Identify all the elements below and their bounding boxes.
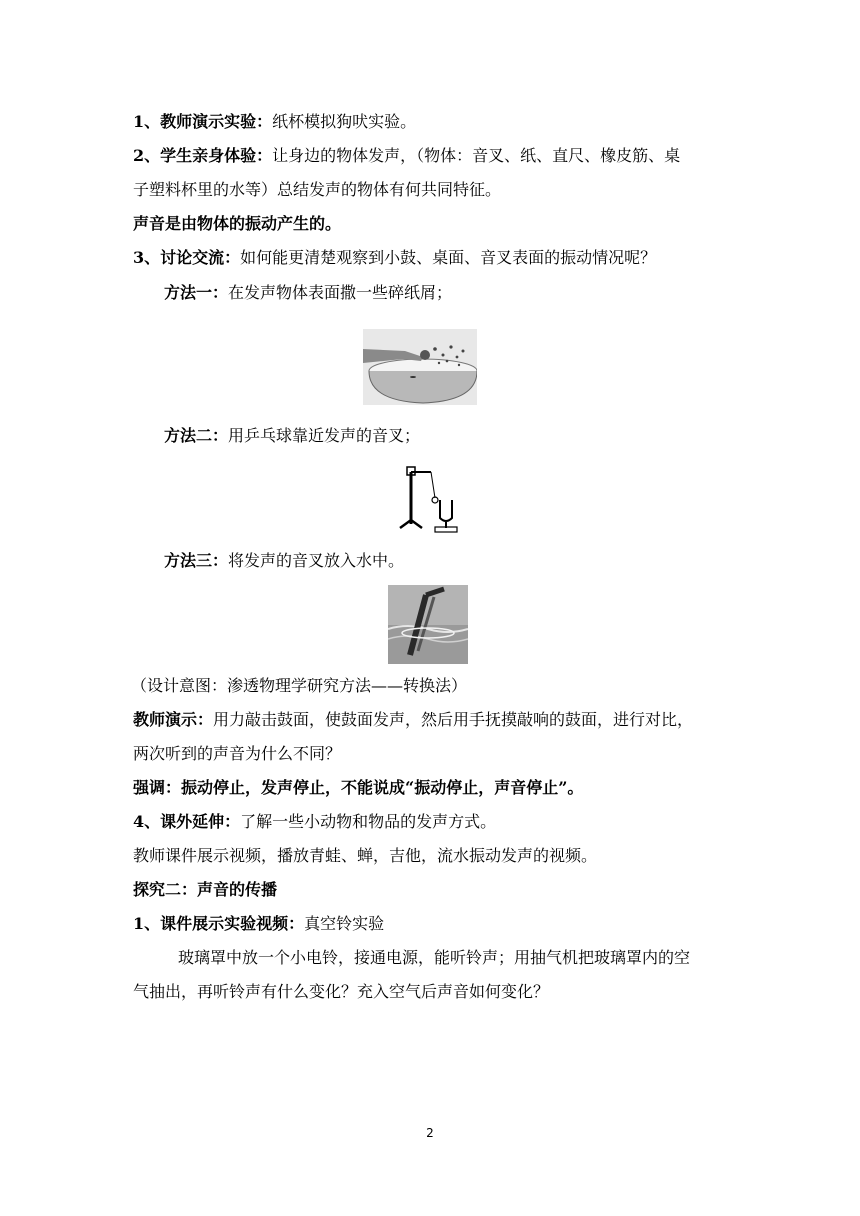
text-run: 在发声物体表面撒一些碎纸屑； <box>228 283 453 302</box>
text-run: 子塑料杯里的水等）总结发声的物体有何共同特征。 <box>133 180 502 199</box>
text-line-5 <box>133 247 656 269</box>
bold-run: 4、课外延伸： <box>133 812 241 831</box>
vacuum-bell-line <box>133 913 384 935</box>
text-run: （设计意图：渗透物理学研究方法——转换法） <box>131 676 468 695</box>
bold-run: 方法一： <box>164 283 229 302</box>
text-line-4 <box>133 213 341 235</box>
page-number: 2 <box>426 1126 434 1140</box>
extension-line <box>133 811 496 833</box>
drum-paper-bits-figure <box>363 329 477 405</box>
text-line-1 <box>133 111 416 133</box>
text-run: 用力敲击鼓面，使鼓面发声，然后用手抚摸敲响的鼓面，进行对比， <box>213 710 694 729</box>
bold-run: 声音是由物体的振动产生的。 <box>133 214 342 233</box>
section-heading <box>133 879 277 901</box>
text-run: 纸杯模拟狗吠实验。 <box>272 112 417 131</box>
text-run: 将发声的音叉放入水中。 <box>228 551 405 570</box>
method-one-line <box>164 282 452 304</box>
video-line <box>133 845 597 867</box>
vacuum-bell-desc-line-2 <box>133 981 549 1003</box>
teacher-demo-line-2 <box>133 743 341 765</box>
bold-run: 1、课件展示实验视频： <box>133 914 305 933</box>
method-two-line <box>164 425 420 447</box>
pingpong-tuning-fork-figure <box>395 462 463 534</box>
vacuum-bell-desc-line-1 <box>178 947 690 969</box>
text-line-2 <box>133 145 680 167</box>
emphasis-line <box>133 777 583 799</box>
text-line-3 <box>133 179 501 201</box>
text-run: 让身边的物体发声，（物体：音叉、纸、直尺、橡皮筋、桌 <box>272 146 681 165</box>
method-three-line <box>164 550 404 572</box>
text-run: 两次听到的声音为什么不同？ <box>133 744 342 763</box>
text-run: 教师课件展示视频，播放青蛙、蝉，吉他，流水振动发声的视频。 <box>133 846 598 865</box>
text-run: 了解一些小动物和物品的发声方式。 <box>240 812 497 831</box>
design-intent-line <box>131 675 467 697</box>
bold-run: 强调：振动停止，发声停止，不能说成“振动停止，声音停止”。 <box>133 778 584 797</box>
bold-run: 探究二：声音的传播 <box>133 880 278 899</box>
text-run: 如何能更清楚观察到小鼓、桌面、音叉表面的振动情况呢？ <box>240 248 657 267</box>
text-run: 用乒乓球靠近发声的音叉； <box>228 426 421 445</box>
bold-run: 2、学生亲身体验： <box>133 146 273 165</box>
text-run: 气抽出，再听铃声有什么变化？充入空气后声音如何变化？ <box>133 982 550 1001</box>
bold-run: 方法二： <box>164 426 229 445</box>
text-run: 真空铃实验 <box>304 914 385 933</box>
text-run: 玻璃罩中放一个小电铃，接通电源，能听铃声；用抽气机把玻璃罩内的空 <box>178 948 691 967</box>
bold-run: 1、教师演示实验： <box>133 112 273 131</box>
tuning-fork-water-figure <box>388 585 468 664</box>
teacher-demo-line <box>133 709 693 731</box>
bold-run: 教师演示： <box>133 710 214 729</box>
bold-run: 方法三： <box>164 551 229 570</box>
bold-run: 3、讨论交流： <box>133 248 241 267</box>
